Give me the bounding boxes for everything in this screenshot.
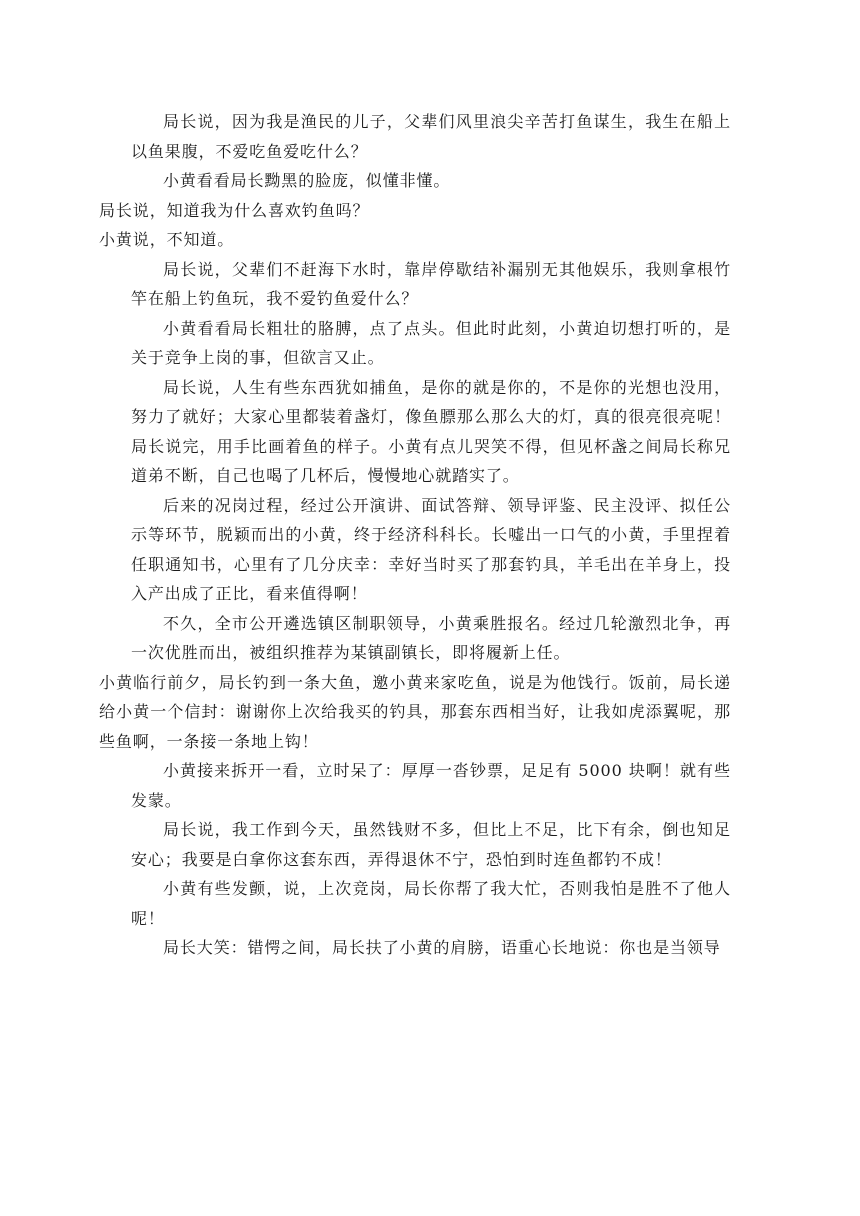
- paragraph: 局长说，因为我是渔民的儿子，父辈们风里浪尖辛苦打鱼谋生，我生在船上以鱼果腹，不爱吃鱼爱吃什么？: [131, 112, 731, 161]
- paragraph: 小黄接来拆开一看，立时呆了：厚厚一沓钞票，足足有 5000 块啊！就有些发蒙。: [131, 761, 731, 810]
- paragraph: 后来的况岗过程，经过公开演讲、面试答辩、领导评鉴、民主没评、拟任公示等环节，脱颖而出的小黄，终于经济科科长。长嘘出一口气的小黄，手里捏着任职通知书，心里有了几分庆幸：幸好当时买了那套钓具，羊毛出在羊身上，投入产出成了正比，看来值得啊！: [131, 495, 731, 603]
- paragraph: 局长大笑：错愕之间，局长扶了小黄的肩膀，语重心长地说：你也是当领导: [163, 938, 721, 957]
- paragraph: 局长说，人生有些东西犹如捕鱼，是你的就是你的，不是你的光想也没用，努力了就好；大家心里都装着盏灯，像鱼膘那么那么大的灯，真的很亮很亮呢！局长说完，用手比画着鱼的样子。小黄有点儿哭笑不得，但见杯盏之间局长称兄道弟不断，自己也喝了几杯后，慢慢地心就踏实了。: [131, 377, 731, 485]
- paragraph: 小黄临行前夕，局长钓到一条大鱼，邀小黄来家吃鱼，说是为他饯行。饭前，局长递给小黄一个信封：谢谢你上次给我买的钓具，那套东西相当好，让我如虎添翼呢，那些鱼啊，一条接一条地上钩！: [99, 672, 731, 751]
- story-text: [99, 107, 731, 963]
- paragraph: 小黄说，不知道。: [99, 230, 235, 249]
- paragraph: 小黄看看局长黝黑的脸庞，似懂非懂。: [163, 171, 451, 190]
- paragraph: 小黄有些发颤，说，上次竞岗，局长你帮了我大忙，否则我怕是胜不了他人呢！: [131, 879, 731, 928]
- paragraph: 局长说，知道我为什么喜欢钓鱼吗？: [99, 200, 370, 220]
- paragraph: 小黄看看局长粗壮的胳膊，点了点头。但此时此刻，小黄迫切想打听的，是关于竞争上岗的事，但欲言又止。: [131, 318, 731, 367]
- paragraph: 局长说，父辈们不赶海下水时，靠岸停歇结补漏别无其他娱乐，我则拿根竹竿在船上钓鱼玩，我不爱钓鱼爱什么？: [131, 259, 731, 308]
- paragraph: 局长说，我工作到今天，虽然钱财不多，但比上不足，比下有余，倒也知足安心；我要是白拿你这套东西，弄得退休不宁，恐怕到时连鱼都钓不成！: [131, 820, 731, 869]
- paragraph: 不久，全市公开遴选镇区制职领导，小黄乘胜报名。经过几轮激烈北争，再一次优胜而出，被组织推荐为某镇副镇长，即将履新上任。: [131, 613, 731, 662]
